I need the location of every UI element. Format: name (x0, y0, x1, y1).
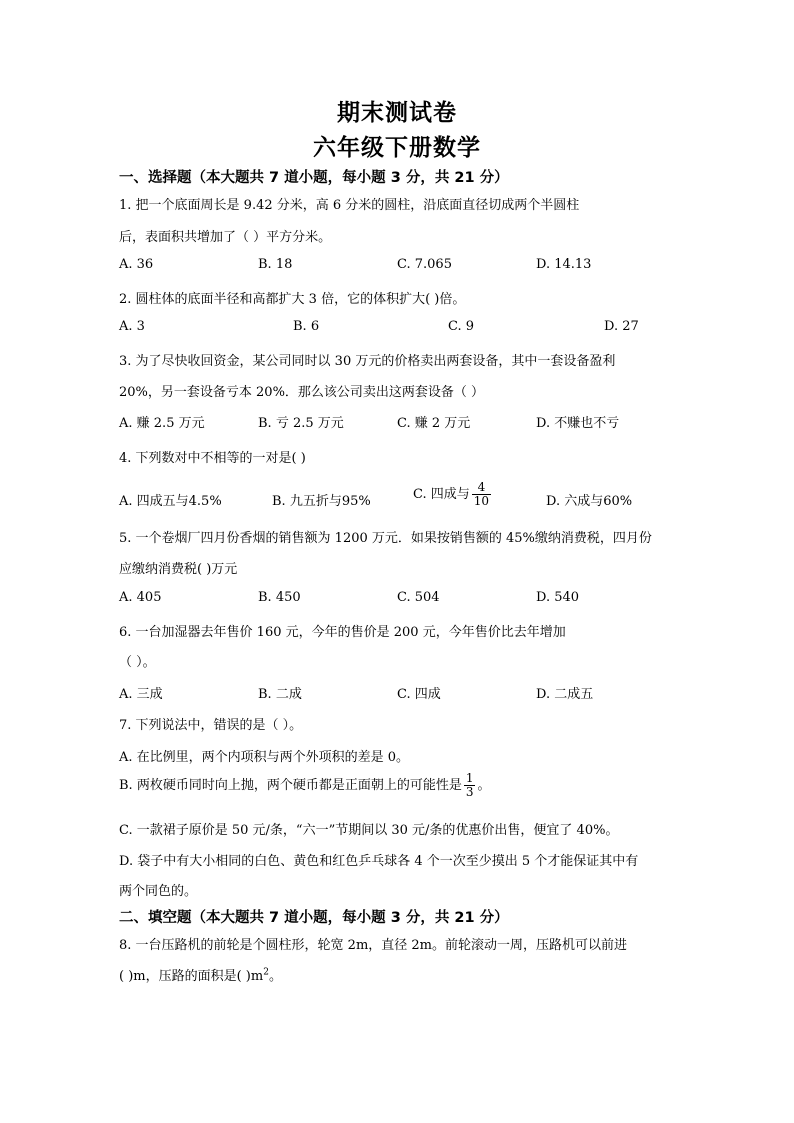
question-7-option-a: A. 在比例里，两个内项积与两个外项积的差是 0。 (119, 750, 410, 765)
superscript: 2 (263, 967, 269, 978)
question-2-option-c: C. 9 (448, 319, 475, 334)
exam-subtitle: 六年级下册数学 (313, 135, 481, 161)
exam-title: 期末测试卷 (337, 100, 457, 126)
question-1-option-a: A. 36 (119, 257, 154, 272)
question-5-option-c: C. 504 (397, 590, 440, 605)
question-4-option-d: D. 六成与60% (546, 494, 633, 509)
question-1-option-b: B. 18 (258, 257, 293, 272)
question-4-option-c (413, 481, 493, 508)
question-8-line-2 (119, 965, 282, 984)
question-2-option-a: A. 3 (119, 319, 145, 334)
question-8-line-2-text: ( )m，压路的面积是( )m (119, 969, 264, 984)
question-4-option-a: A. 四成五与4.5% (119, 494, 222, 509)
question-1-line-1: 1. 把一个底面周长是 9.42 分米，高 6 分米的圆柱，沿底面直径切成两个半圆柱 (119, 198, 580, 213)
question-5-line-1: 5. 一个卷烟厂四月份香烟的销售额为 1200 万元．如果按销售额的 45%缴纳消费税，四月份 (119, 531, 652, 546)
question-2-option-b: B. 6 (293, 319, 320, 334)
section-heading-choice: 一、选择题（本大题共 7 道小题，每小题 3 分，共 21 分） (119, 170, 509, 186)
section-heading-fill-in: 二、填空题（本大题共 7 道小题，每小题 3 分，共 21 分） (119, 910, 509, 926)
question-3-option-d: D. 不赚也不亏 (536, 416, 620, 431)
question-1-option-c: C. 7.065 (397, 257, 452, 272)
question-5-option-d: D. 540 (536, 590, 580, 605)
question-3-option-b: B. 亏 2.5 万元 (258, 416, 344, 431)
question-1-line-2: 后，表面积共增加了（ ）平方分米。 (119, 230, 332, 245)
question-7-option-b-text: B. 两枚硬币同时向上抛，两个硬币都是正面朝上的可能性是 (119, 778, 462, 794)
question-5-option-b: B. 450 (258, 590, 301, 605)
question-6-option-b: B. 二成 (258, 687, 302, 702)
question-5-line-2: 应缴纳消费税( )万元 (119, 562, 238, 577)
fraction-numerator: 4 (472, 481, 491, 495)
question-4-line-1: 4. 下列数对中不相等的一对是( ) (119, 451, 306, 466)
fraction-denominator: 10 (473, 494, 490, 509)
question-7-option-d-line-2: 两个同色的。 (119, 884, 198, 899)
question-3-line-2: 20%，另一套设备亏本 20%．那么该公司卖出这两套设备（ ） (119, 385, 485, 400)
question-8-line-2-end: 。 (268, 969, 282, 984)
question-1-option-d: D. 14.13 (536, 257, 592, 272)
question-2-option-d: D. 27 (604, 319, 639, 334)
fraction (464, 772, 476, 799)
question-3-option-a: A. 赚 2.5 万元 (119, 416, 205, 431)
question-7-line-1: 7. 下列说法中，错误的是（ ）。 (119, 718, 303, 733)
question-7-option-b (119, 772, 490, 799)
question-6-option-c: C. 四成 (397, 687, 441, 702)
question-6-line-1: 6. 一台加湿器去年售价 160 元，今年的售价是 200 元，今年售价比去年增加 (119, 625, 566, 640)
question-8-line-1: 8. 一台压路机的前轮是个圆柱形，轮宽 2m，直径 2m。前轮滚动一周，压路机可以前进 (119, 938, 627, 953)
question-6-line-2: （ ）。 (119, 655, 156, 670)
question-5-option-a: A. 405 (119, 590, 162, 605)
question-2-line-1: 2. 圆柱体的底面半径和高都扩大 3 倍，它的体积扩大( )倍。 (119, 292, 466, 307)
question-6-option-a: A. 三成 (119, 687, 163, 702)
fraction-numerator: 1 (465, 771, 474, 785)
question-4-option-b: B. 九五折与95% (272, 494, 371, 509)
question-3-line-1: 3. 为了尽快收回资金，某公司同时以 30 万元的价格卖出两套设备，其中一套设备盈利 (119, 354, 616, 369)
fraction (472, 481, 491, 508)
question-6-option-d: D. 二成五 (536, 687, 594, 702)
fraction-denominator: 3 (465, 785, 474, 800)
question-7-option-b-end: 。 (477, 778, 491, 794)
question-4-option-c-label: C. 四成与 (413, 487, 470, 503)
question-7-option-d-line-1: D. 袋子中有大小相同的白色、黄色和红色乒乓球各 4 个一次至少摸出 5 个才能保证其中有 (119, 854, 639, 869)
question-7-option-c: C. 一款裙子原价是 50 元/条，“六一”节期间以 30 元/条的优惠价出售，便宜了 40%。 (119, 823, 619, 838)
question-3-option-c: C. 赚 2 万元 (397, 416, 471, 431)
